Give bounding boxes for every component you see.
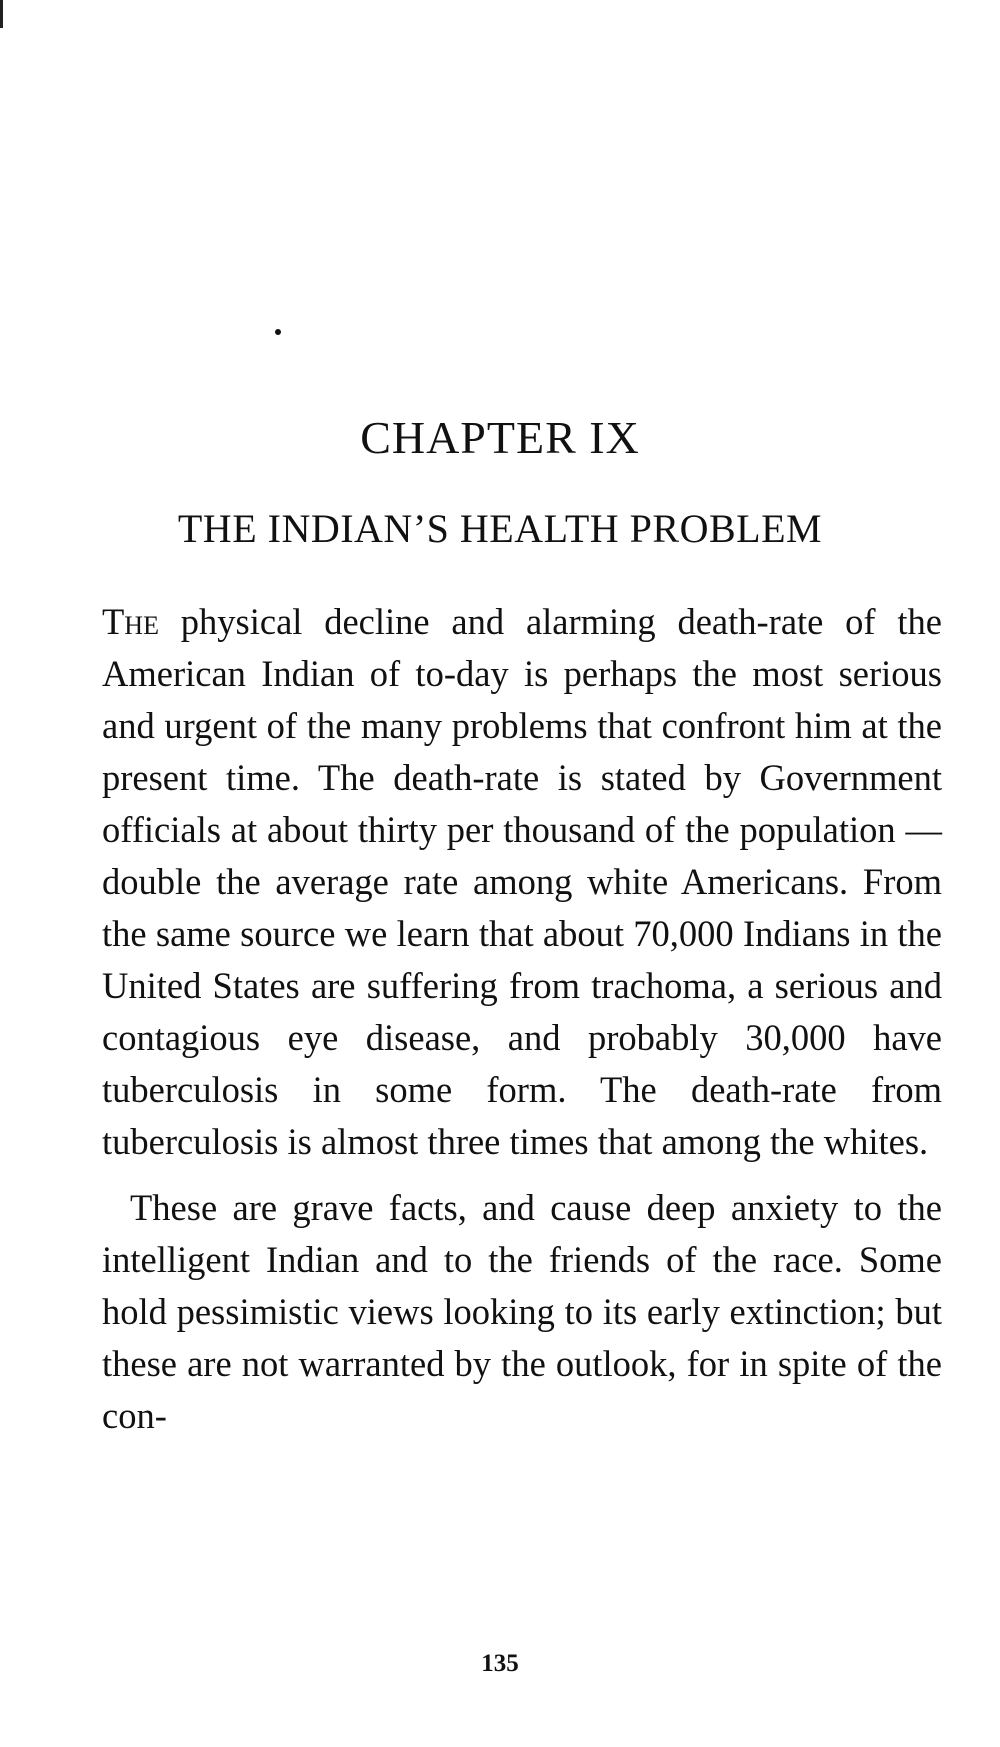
paragraph-1 [102,596,942,1168]
chapter-title: THE INDIAN’S HEALTH PROBLEM [177,506,823,551]
paragraph-1-text: physical decline and alarming death-rate of the American Indian of to-day is perhaps the most serious and urgent of the many problems that confront him at the present time. The death-rate is stated by Government officials at about thirty per thousand of the population —double the average rate among white Americans. From the same source we learn that about 70,000 Indians in the United States are suffering from trachoma, a serious and contagious eye disease, and probably 30,000 have tuberculosis in some form. The death-rate from tuberculosis is almost three times that among the whites. [102,601,942,1162]
chapter-number: CHAPTER IX [360,412,640,463]
scan-speck [275,329,281,335]
scan-edge-mark [0,0,3,28]
chapter-body [102,596,942,1442]
paragraph-1-lead-word: The [102,601,159,642]
paragraph-2: These are grave facts, and cause deep anxiety to the intelligent Indian and to the friends of the race. Some hold pessimistic views looking to its early extinction; but these are not warranted by the outlook, for in spite of the con- [102,1187,942,1436]
page-number: 135 [481,1650,519,1677]
